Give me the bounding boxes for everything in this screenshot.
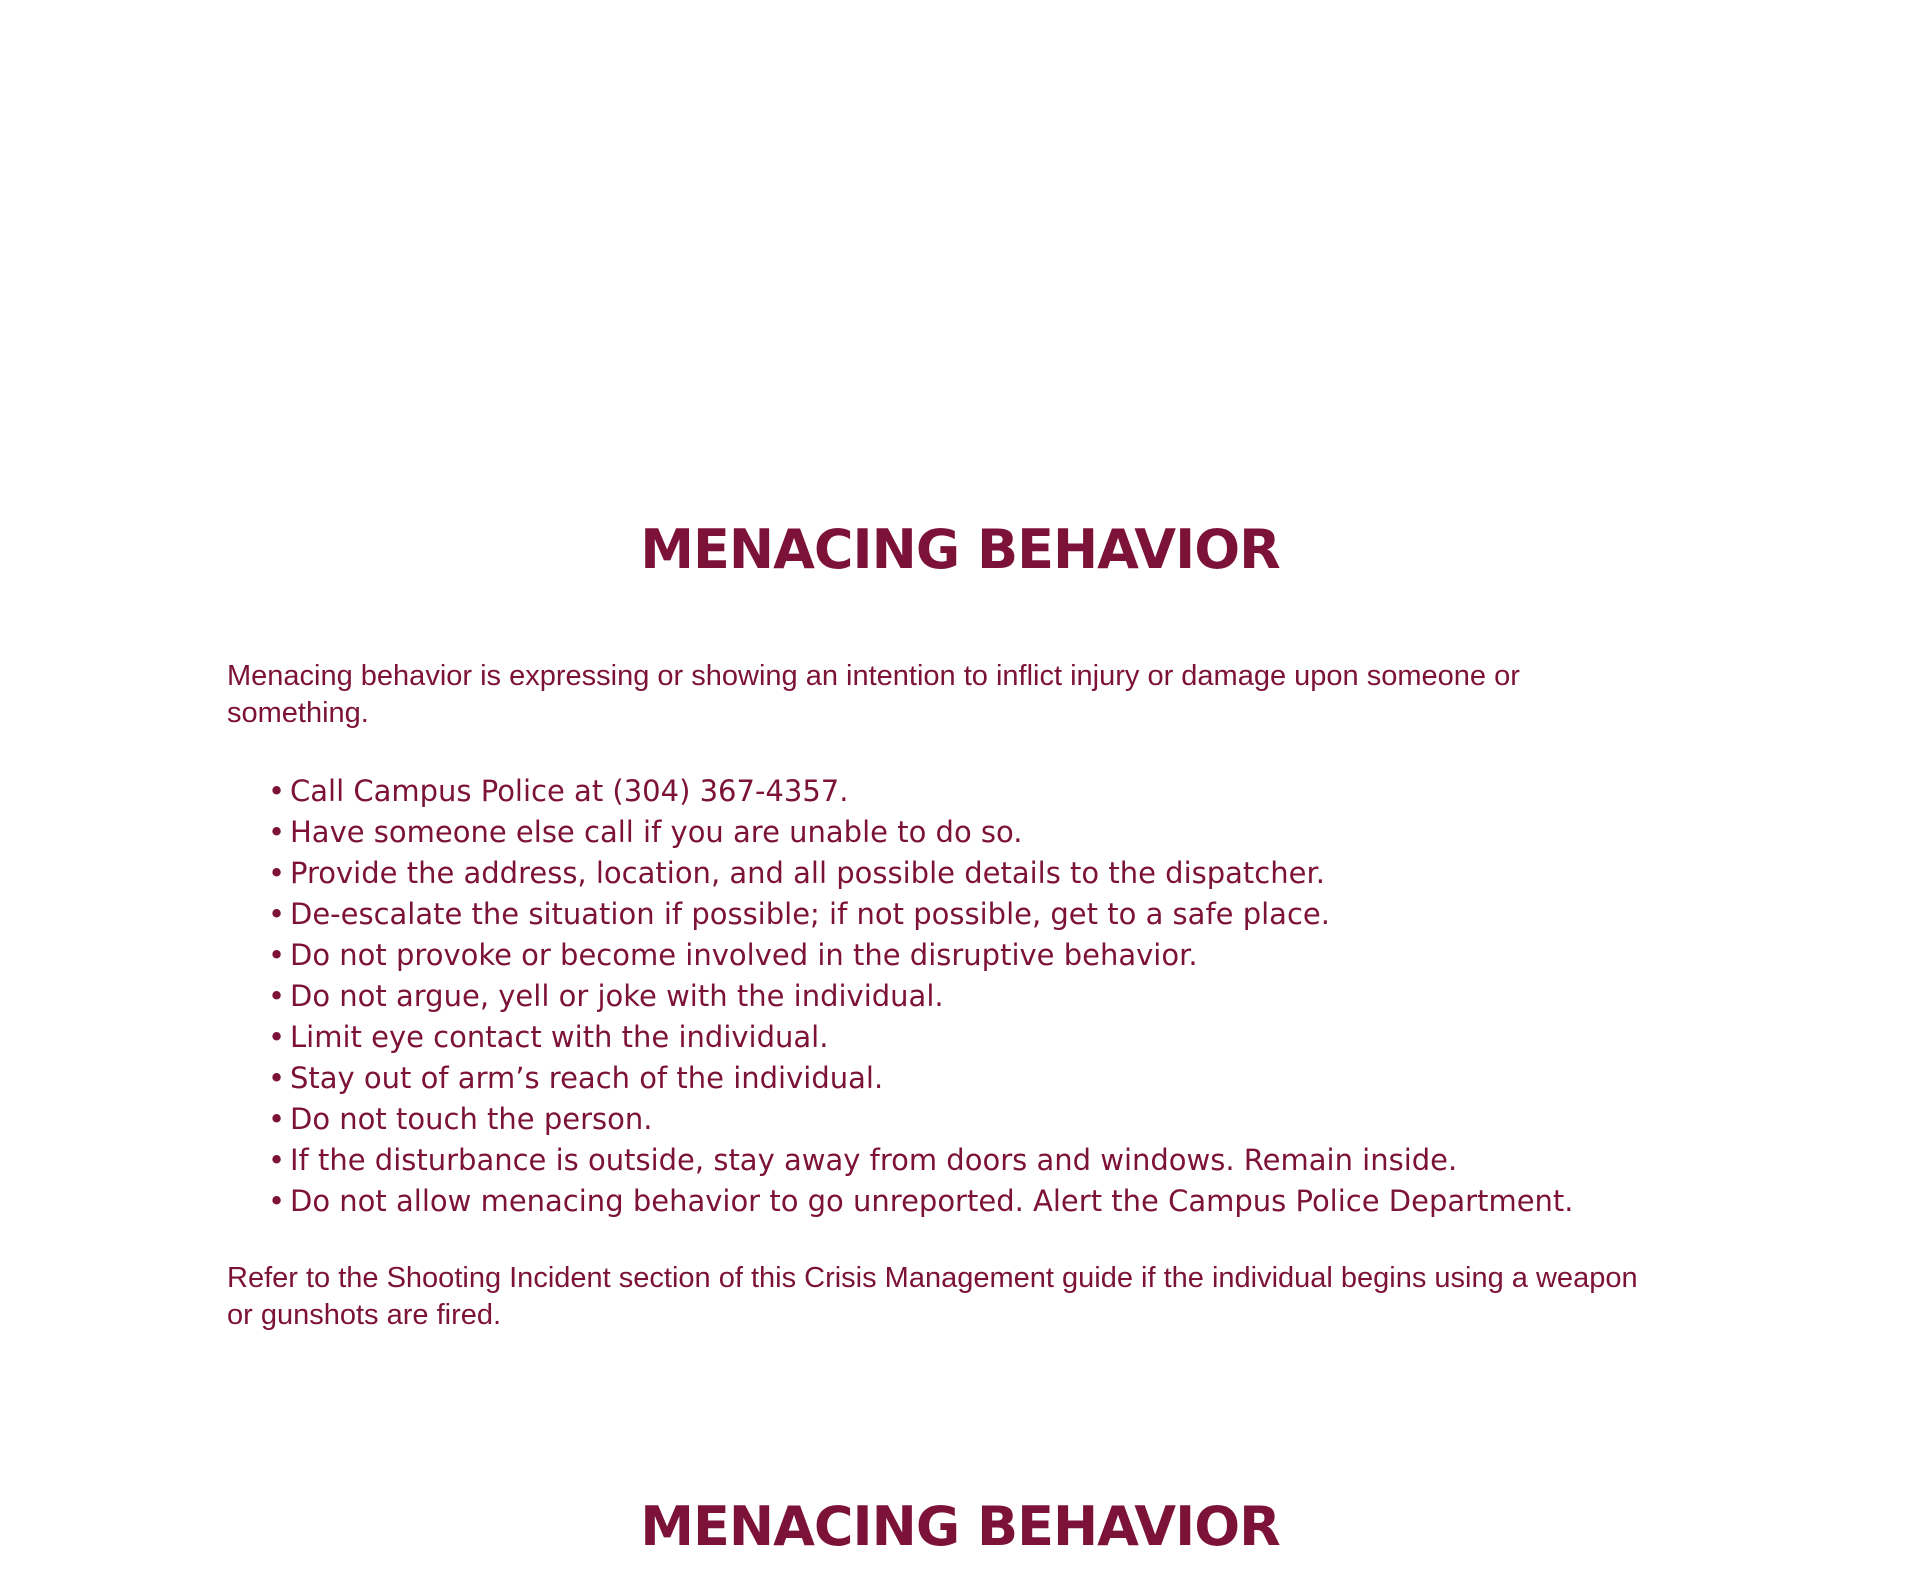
list-item [268, 1099, 1688, 1140]
bullet-icon: • [268, 1061, 286, 1095]
bullet-icon: • [268, 856, 286, 890]
closing-paragraph: Refer to the Shooting Incident section of this Crisis Management guide if the individual begins using a weapon or gunshots are fired. [227, 1262, 1638, 1331]
bullet-icon: • [268, 979, 286, 1013]
list-item-text: Stay out of arm’s reach of the individual. [290, 1061, 884, 1095]
bullet-icon: • [268, 1102, 286, 1136]
bullet-icon: • [268, 1184, 286, 1218]
list-item [268, 1017, 1688, 1058]
list-item-text: Do not argue, yell or joke with the individual. [290, 979, 944, 1013]
list-item [268, 812, 1688, 853]
list-item [268, 771, 1688, 812]
list-item [268, 853, 1688, 894]
bullet-icon: • [268, 1020, 286, 1054]
bullet-icon: • [268, 774, 286, 808]
instruction-list [268, 771, 1688, 1222]
intro-paragraph: Menacing behavior is expressing or showing an intention to inflict injury or damage upon someone or something. [227, 660, 1520, 729]
list-item [268, 935, 1688, 976]
list-item-text: Provide the address, location, and all possible details to the dispatcher. [290, 856, 1325, 890]
list-item-text: Have someone else call if you are unable to do so. [290, 815, 1023, 849]
bullet-icon: • [268, 1143, 286, 1177]
page-title: MENACING BEHAVIOR [640, 518, 1280, 581]
list-item [268, 1181, 1688, 1222]
list-item-text: Do not provoke or become involved in the disruptive behavior. [290, 938, 1198, 972]
list-item-text: Do not allow menacing behavior to go unreported. Alert the Campus Police Department. [290, 1184, 1574, 1218]
list-item [268, 1140, 1688, 1181]
list-item-text: If the disturbance is outside, stay away from doors and windows. Remain inside. [290, 1143, 1458, 1177]
list-item [268, 894, 1688, 935]
bullet-icon: • [268, 897, 286, 931]
list-item [268, 1058, 1688, 1099]
list-item [268, 976, 1688, 1017]
list-item-text: Do not touch the person. [290, 1102, 653, 1136]
bullet-icon: • [268, 815, 286, 849]
list-item-text: Call Campus Police at (304) 367-4357. [290, 774, 849, 808]
bullet-icon: • [268, 938, 286, 972]
list-item-text: De-escalate the situation if possible; if not possible, get to a safe place. [290, 897, 1330, 931]
footer-title: MENACING BEHAVIOR [640, 1495, 1280, 1558]
list-item-text: Limit eye contact with the individual. [290, 1020, 829, 1054]
